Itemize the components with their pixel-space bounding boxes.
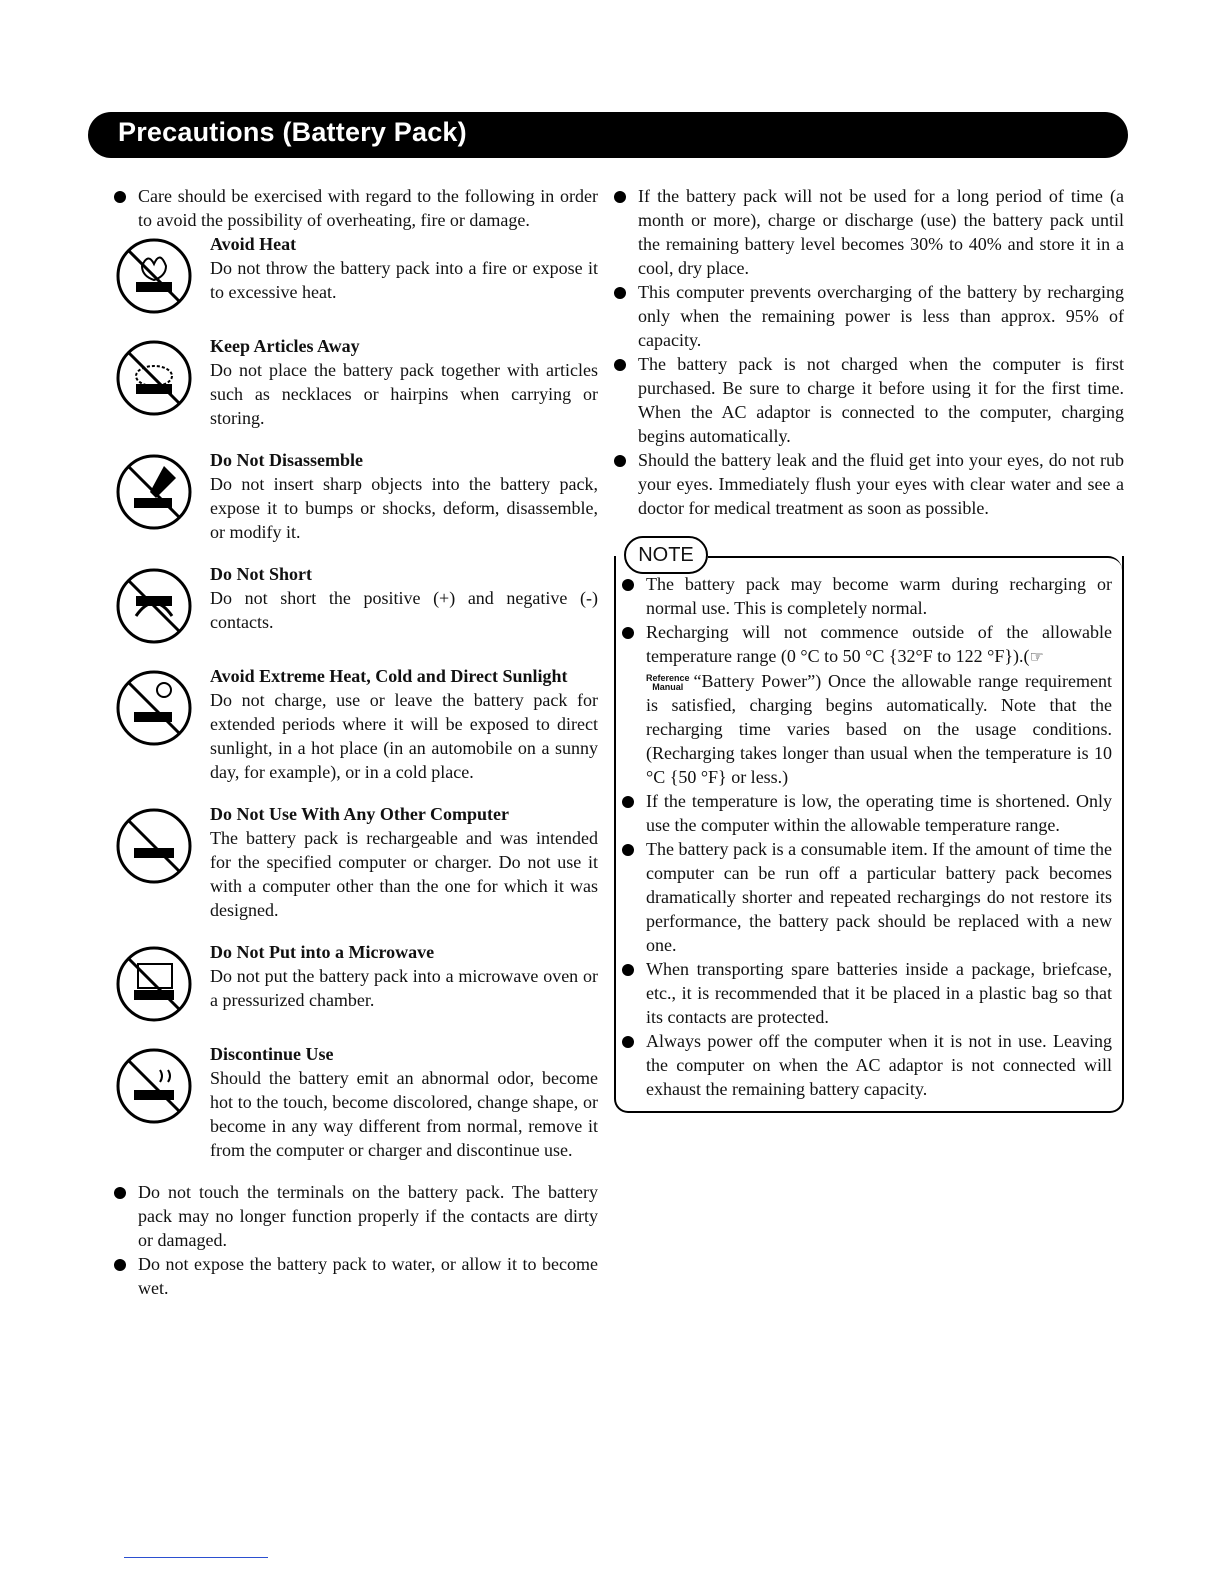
- caution-heading: Keep Articles Away: [210, 336, 360, 356]
- note-label: NOTE: [624, 536, 708, 574]
- caution-heading: Do Not Use With Any Other Computer: [210, 804, 510, 824]
- caution-text: [210, 940, 598, 1012]
- note-item: Always power off the computer when it is not in use. Leaving the computer on when the AC adaptor is not connected will exhaust the remaining battery capacity.: [622, 1029, 1112, 1101]
- no-short-icon: [114, 562, 210, 646]
- no-fire-icon: [114, 232, 210, 316]
- caution-list: [114, 232, 598, 1162]
- note-item: [622, 620, 1112, 789]
- caution-body: Do not throw the battery pack into a fire or expose it to excessive heat.: [210, 258, 598, 302]
- caution-heading: Discontinue Use: [210, 1044, 334, 1064]
- caution-body: Do not put the battery pack into a microwave oven or a pressurized chamber.: [210, 966, 598, 1010]
- caution-text: [210, 802, 598, 922]
- no-hammer-icon: [114, 448, 210, 532]
- caution-block: [114, 664, 598, 784]
- list-item: The battery pack is not charged when the computer is first purchased. Be sure to charge it before using it for the first time. When the AC adaptor is connected to the computer, charging begins automatically.: [614, 352, 1124, 448]
- caution-body: The battery pack is rechargeable and was intended for the specified computer or charger. Do not use it with a computer other than the one for which it was designed.: [210, 828, 598, 920]
- caution-body: Should the battery emit an abnormal odor, become hot to the touch, become discolored, change shape, or become in any way different from normal, remove it from the computer or charger and discontinue use.: [210, 1068, 598, 1160]
- no-microwave-icon: [114, 940, 210, 1024]
- caution-text: [210, 334, 598, 430]
- note-item: The battery pack may become warm during recharging or normal use. This is completely normal.: [622, 572, 1112, 620]
- intro-item: Care should be exercised with regard to the following in order to avoid the possibility of overheating, fire or damage.: [114, 184, 598, 232]
- note-item-text: Recharging will not commence outside of the allowable temperature range (0 °C to 50 °C {32°F to 122 °F}).(: [646, 622, 1112, 666]
- note-item: The battery pack is a consumable item. If the amount of time the computer can be run off a particular battery pack becomes dramatically shorter and repeated rechargings do not restore its performance, the battery pack should be replaced with a new one.: [622, 837, 1112, 957]
- pointing-hand-icon: ☞: [1029, 647, 1044, 666]
- list-item: If the battery pack will not be used for a long period of time (a month or more), charge or discharge (use) the battery pack until the remaining battery level becomes 30% to 40% and store it in a cool, dry place.: [614, 184, 1124, 280]
- caution-heading: Do Not Short: [210, 564, 312, 584]
- title-banner: [88, 112, 1128, 158]
- manual-label: Manual: [652, 681, 684, 692]
- caution-text: [210, 448, 598, 544]
- caution-block: [114, 232, 598, 316]
- note-box: [614, 544, 1124, 1113]
- caution-block: [114, 334, 598, 430]
- caution-text: [210, 1042, 598, 1162]
- caution-heading: Avoid Extreme Heat, Cold and Direct Sunlight: [210, 666, 568, 686]
- note-item: When transporting spare batteries inside a package, briefcase, etc., it is recommended that it be placed in a plastic bag so that its contacts are protected.: [622, 957, 1112, 1029]
- caution-text: [210, 664, 598, 784]
- page-title: Precautions (Battery Pack): [118, 117, 467, 147]
- reference-manual-icon: [646, 674, 690, 692]
- caution-body: Do not short the positive (+) and negative (-) contacts.: [210, 588, 598, 632]
- right-bullet-list: [614, 184, 1124, 520]
- caution-text: [210, 232, 598, 304]
- caution-body: Do not charge, use or leave the battery pack for extended periods where it will be exposed to direct sunlight, in a hot place (in an automobile on a sunny day, for example), or in a cold place.: [210, 690, 598, 782]
- intro-list: [114, 184, 598, 232]
- caution-block: [114, 940, 598, 1024]
- caution-text: [210, 562, 598, 634]
- caution-heading: Do Not Disassemble: [210, 450, 363, 470]
- no-other-computer-icon: [114, 802, 210, 886]
- right-column: [614, 184, 1124, 1113]
- no-smell-icon: [114, 1042, 210, 1126]
- no-sun-icon: [114, 664, 210, 748]
- caution-heading: Do Not Put into a Microwave: [210, 942, 435, 962]
- note-top-border: [708, 556, 1122, 572]
- no-necklace-icon: [114, 334, 210, 418]
- list-item: Do not expose the battery pack to water, or allow it to become wet.: [114, 1252, 598, 1300]
- list-item: Should the battery leak and the fluid get into your eyes, do not rub your eyes. Immediately flush your eyes with clear water and see a doctor for medical treatment as soon as possible.: [614, 448, 1124, 520]
- note-item: If the temperature is low, the operating time is shortened. Only use the computer within the allowable temperature range.: [622, 789, 1112, 837]
- list-item: This computer prevents overcharging of the battery by recharging only when the remaining power is less than approx. 95% of capacity.: [614, 280, 1124, 352]
- caution-block: [114, 1042, 598, 1162]
- note-item-text: “Battery Power”) Once the allowable range requirement is satisfied, charging begins automatically. Note that the recharging time varies based on the usage conditions. (Recharging takes longer than usual when the temperature is 10 °C {50 °F} or less.): [646, 671, 1112, 787]
- list-item: Do not touch the terminals on the battery pack. The battery pack may no longer function properly if the contacts are dirty or damaged.: [114, 1180, 598, 1252]
- caution-block: [114, 802, 598, 922]
- caution-body: Do not insert sharp objects into the battery pack, expose it to bumps or shocks, deform, disassemble, or modify it.: [210, 474, 598, 542]
- reference-label: Reference: [646, 672, 690, 683]
- after-list: [114, 1180, 598, 1300]
- caution-heading: Avoid Heat: [210, 234, 297, 254]
- caution-block: [114, 562, 598, 646]
- caution-block: [114, 448, 598, 544]
- caution-body: Do not place the battery pack together with articles such as necklaces or hairpins when carrying or storing.: [210, 360, 598, 428]
- left-column: [114, 184, 598, 1300]
- note-list: [622, 572, 1112, 1101]
- footer-link-underline: [124, 1557, 268, 1558]
